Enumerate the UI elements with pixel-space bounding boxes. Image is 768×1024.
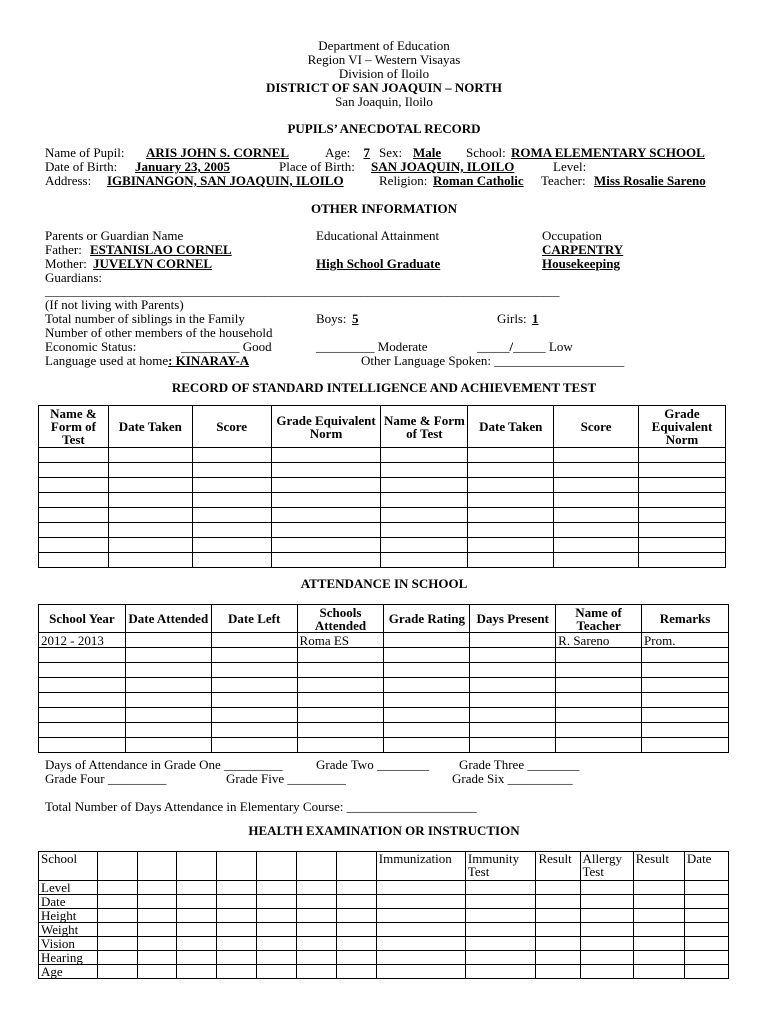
table-row [39, 663, 729, 678]
economic-low [477, 340, 573, 354]
not-living-note: (If not living with Parents) [45, 297, 184, 312]
parents-header: Parents or Guardian Name [45, 228, 184, 243]
table-row [39, 463, 726, 478]
economic-mark: / [509, 339, 514, 354]
mother-occupation: Housekeeping [542, 256, 621, 271]
division-line: Division of Iloilo [338, 66, 430, 81]
table-row [39, 965, 729, 979]
health-table [38, 851, 729, 979]
table-row [39, 493, 726, 508]
dob-label: Date of Birth: [45, 159, 118, 174]
sex-label: Sex: [379, 145, 403, 160]
table-cell: R. Sareno [556, 633, 642, 648]
language-value: : KINARAY-A [168, 353, 250, 368]
table-row [39, 508, 726, 523]
health-row-label: Vision [39, 937, 98, 951]
level-label: Level: [553, 159, 587, 174]
test-header-cell: Date Taken [468, 406, 554, 448]
allergy-header: Allergy Test [580, 852, 633, 881]
pupil-school: ROMA ELEMENTARY SCHOOL [511, 145, 705, 160]
age-label: Age: [325, 145, 351, 160]
health-row-label: Age [39, 965, 98, 979]
test-table [38, 405, 726, 568]
date-header: Date [684, 852, 728, 881]
table-row [39, 708, 729, 723]
table-row [39, 648, 729, 663]
economic-low-trail: _____ Low [513, 339, 573, 354]
pupil-sex: Male [413, 145, 442, 160]
attendance-header-cell: School Year [39, 605, 126, 633]
guardian-line: ___________________________________________________________________________________________ [45, 284, 560, 298]
table-row [39, 923, 729, 937]
attendance-header-cell: Date Left [211, 605, 297, 633]
attendance-title: ATTENDANCE IN SCHOOL [300, 576, 468, 591]
test-title: RECORD OF STANDARD INTELLIGENCE AND ACHIEVEMENT TEST [171, 380, 597, 395]
table-cell [384, 633, 470, 648]
total-days: Total Number of Days Attendance in Elementary Course: ____________________ [45, 799, 477, 814]
mother-name: JUVELYN CORNEL [93, 256, 213, 271]
household-label: Number of other members of the household [45, 325, 273, 340]
attendance-header-row [39, 605, 729, 633]
attendance-header-cell: Days Present [470, 605, 556, 633]
health-row-label: Weight [39, 923, 98, 937]
guardians-label: Guardians: [45, 270, 103, 285]
pupil-age: 7 [363, 145, 370, 160]
table-cell [470, 633, 556, 648]
attendance-header-cell: Remarks [642, 605, 729, 633]
health-row-label: Height [39, 909, 98, 923]
table-row [39, 523, 726, 538]
test-header-cell: Date Taken [108, 406, 192, 448]
table-row [39, 723, 729, 738]
health-title: HEALTH EXAMINATION OR INSTRUCTION [248, 823, 520, 838]
table-cell [125, 633, 211, 648]
table-row [39, 633, 729, 648]
boys-count: 5 [352, 311, 359, 326]
table-cell: Prom. [642, 633, 729, 648]
boys-label: Boys: [316, 311, 347, 326]
attendance-header-cell: Grade Rating [384, 605, 470, 633]
girls-count: 1 [532, 311, 539, 326]
mother-education: High School Graduate [316, 256, 441, 271]
economic-label: Economic Status: [45, 339, 137, 354]
immunization-header: Immunization [376, 852, 465, 881]
religion-label: Religion: [379, 173, 428, 188]
test-header-cell: Score [554, 406, 639, 448]
pob-label: Place of Birth: [279, 159, 355, 174]
table-row [39, 678, 729, 693]
other-info-title: OTHER INFORMATION [310, 201, 457, 216]
pupil-name: ARIS JOHN S. CORNEL [146, 145, 290, 160]
attendance-table [38, 604, 729, 753]
table-row [39, 951, 729, 965]
father-label: Father: [45, 242, 82, 257]
attendance-header-cell: Date Attended [125, 605, 211, 633]
attendance-header-cell: Name of Teacher [556, 605, 642, 633]
table-row [39, 909, 729, 923]
economic-moderate: _________ Moderate [316, 339, 428, 354]
health-header-row [39, 852, 729, 881]
pupil-dob: January 23, 2005 [135, 159, 230, 174]
table-row [39, 538, 726, 553]
name-label: Name of Pupil: [45, 145, 125, 160]
grade-four-days: Grade Four _________ [45, 771, 167, 786]
test-header-cell: Grade Equivalent Norm [639, 406, 726, 448]
table-cell [211, 633, 297, 648]
region-line: Region VI – Western Visayas [307, 52, 461, 67]
table-row [39, 881, 729, 895]
test-header-cell: Name & Form of Test [381, 406, 468, 448]
health-row-label: Hearing [39, 951, 98, 965]
teacher-label: Teacher: [541, 173, 586, 188]
pupil-teacher: Miss Rosalie Sareno [594, 173, 706, 188]
test-header-cell: Grade Equivalent Norm [271, 406, 381, 448]
grade-six-days: Grade Six __________ [452, 771, 573, 786]
other-language: Other Language Spoken: ____________________ [361, 353, 625, 368]
attendance-header-cell: Schools Attended [297, 605, 384, 633]
table-row [39, 895, 729, 909]
girls-label: Girls: [497, 311, 527, 326]
address-label: Address: [45, 173, 92, 188]
table-row [39, 937, 729, 951]
health-row-label: Date [39, 895, 98, 909]
dept-line: Department of Education [318, 38, 450, 53]
town-line: San Joaquin, Iloilo [335, 94, 433, 109]
table-cell: Roma ES [297, 633, 384, 648]
school-label: School: [466, 145, 506, 160]
table-row [39, 448, 726, 463]
test-header-cell: Name & Form of Test [39, 406, 109, 448]
father-occupation: CARPENTRY [542, 242, 624, 257]
father-name: ESTANISLAO CORNEL [90, 242, 232, 257]
result-header: Result [536, 852, 580, 881]
test-header-row [39, 406, 726, 448]
health-row-label: Level [39, 881, 98, 895]
immunity-header: Immunity Test [465, 852, 536, 881]
table-row [39, 738, 729, 753]
district-line: DISTRICT OF SAN JOAQUIN – NORTH [265, 80, 503, 95]
table-row [39, 553, 726, 568]
grade-five-days: Grade Five _________ [226, 771, 346, 786]
education-header: Educational Attainment [316, 228, 440, 243]
occupation-header: Occupation [542, 228, 602, 243]
grade-one-days: Days of Attendance in Grade One _________ [45, 757, 283, 772]
pupil-address: IGBINANGON, SAN JOAQUIN, ILOILO [107, 173, 344, 188]
result-header-2: Result [633, 852, 684, 881]
table-row [39, 693, 729, 708]
page-title: PUPILS’ ANECDOTAL RECORD [287, 121, 481, 136]
grade-three-days: Grade Three ________ [459, 757, 580, 772]
table-row [39, 478, 726, 493]
siblings-label: Total number of siblings in the Family [45, 311, 245, 326]
economic-good: _________ Good [181, 339, 272, 354]
mother-label: Mother: [45, 256, 87, 271]
pupil-pob: SAN JOAQUIN, ILOILO [371, 159, 515, 174]
test-header-cell: Score [192, 406, 271, 448]
language-label: Language used at home [45, 353, 169, 368]
economic-low-lead: _____ [477, 339, 510, 354]
pupil-religion: Roman Catholic [433, 173, 524, 188]
grade-two-days: Grade Two ________ [316, 757, 429, 772]
health-row-label: School [39, 852, 98, 881]
language-home [45, 354, 249, 368]
table-cell: 2012 - 2013 [39, 633, 126, 648]
